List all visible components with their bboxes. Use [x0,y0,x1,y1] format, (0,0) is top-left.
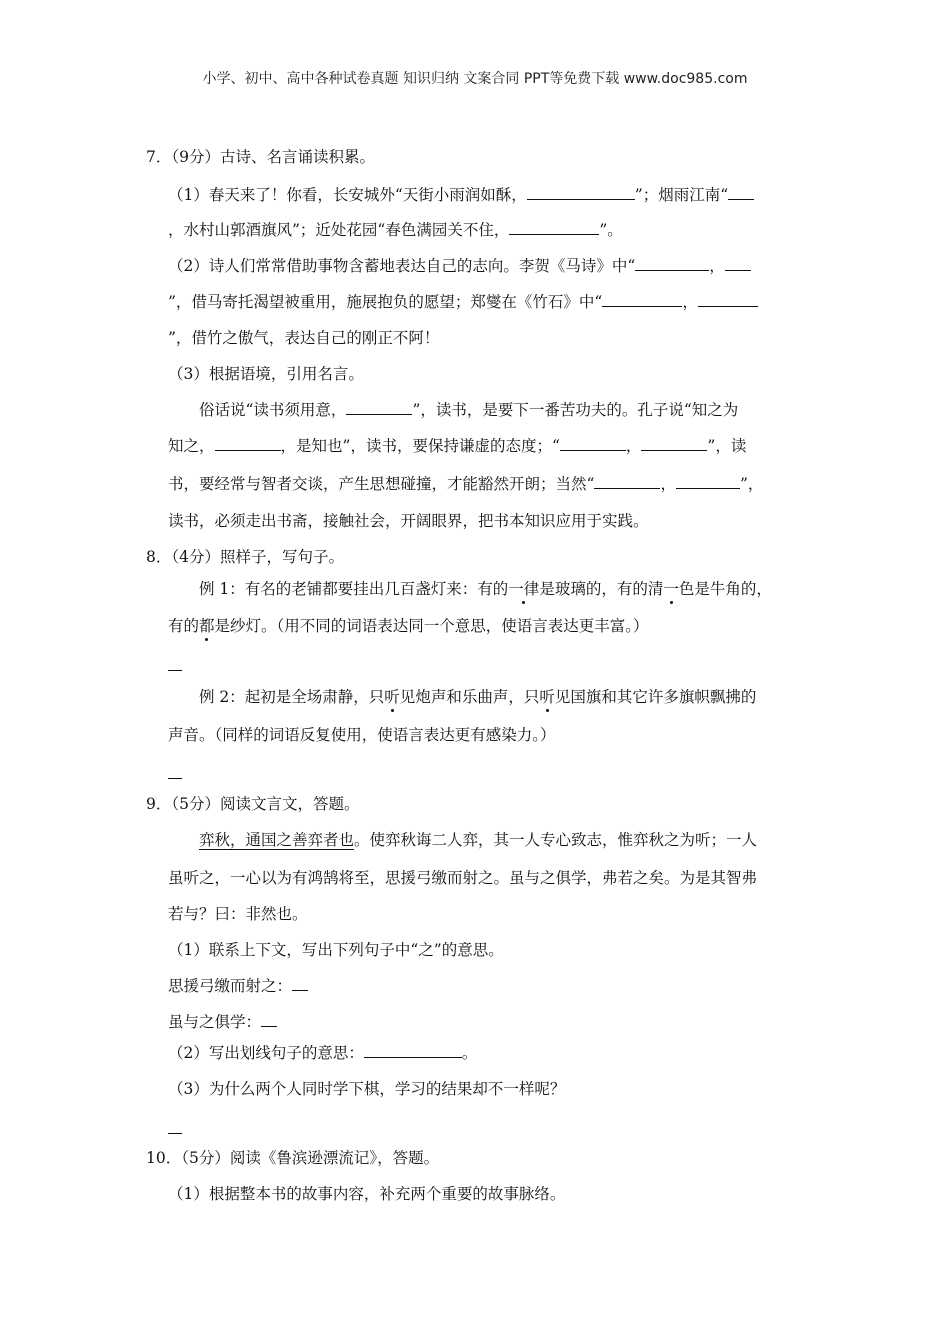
q9-answer-blank[interactable] [168,1119,182,1139]
q7-text: ，水村山郭酒旗风”；近处花园“春色满园关不住， [168,221,510,239]
q8-answer1-blank[interactable] [168,656,182,676]
q7-part2-line1 [168,256,751,276]
q7-text: （2）诗人们常常借助事物含蓄地表达自己的志向。李贺《马诗》中“ [168,257,636,275]
q7-text: ”；烟雨江南“ [634,186,729,204]
answer-blank[interactable] [641,436,707,451]
emphasis-dot-word: 都 [199,617,215,635]
q8-example1-line2 [168,616,649,636]
answer-blank[interactable] [215,436,281,451]
q9-sub2 [168,1043,477,1063]
answer-blank[interactable] [602,292,682,307]
answer-blank[interactable] [728,185,754,200]
q9-text: （2）写出划线句子的意思： [168,1044,364,1062]
q8-example1-line1 [199,579,772,599]
q8-example2-line1 [199,687,756,707]
answer-blank[interactable] [527,185,635,200]
q8-text: 是玻璃的，有的 [539,580,648,598]
q7-text: ”。 [599,221,623,239]
q7-text: ”，读书，是要下一番苦功夫的。孔子说“知之为 [412,401,739,419]
q7-text: ， [625,437,642,455]
q7-text: 俗话说“读书须用意， [199,401,347,419]
q7-text: ， [682,293,698,311]
q8-text: 例 2：起初是全场肃静， [199,688,369,706]
q9-text: 。 [461,1044,478,1062]
q7-text: ， [660,475,676,493]
q7-title: 7．（9分）古诗、名言诵读积累。 [146,148,375,166]
underlined-sentence: 弈秋，通国之善弈者也 [199,831,355,849]
answer-blank[interactable] [560,436,626,451]
q7-part3-line2 [168,436,746,456]
q9-title: 9．（5分）阅读文言文，答题。 [146,795,360,813]
q8-text: 炮声和乐曲声， [415,688,524,706]
q7-part1-line2 [168,220,623,240]
q7-text: 书，要经常与智者交谈，产生思想碰撞，才能豁然开朗；当然“ [168,475,595,493]
q9-sub1-item2 [168,1012,277,1032]
q9-text: 思援弓缴而射之： [168,977,293,995]
q9-text-line1 [199,830,757,850]
emphasis-dot-word: 一律 [508,580,540,598]
answer-blank[interactable] [168,1119,182,1134]
q8-example2-line2: 声音。（同样的词语反复使用，使语言表达更有感染力。） [168,726,556,744]
q7-text: 知之， [168,437,215,455]
q7-part3-title: （3）根据语境，引用名言。 [168,365,364,383]
q7-part3-line1 [199,400,738,420]
q7-text: ”，借马寄托渴望被重用，施展抱负的愿望；郑燮在《竹石》中“ [168,293,603,311]
q8-answer2-blank[interactable] [168,764,182,784]
q9-text: 虽与之俱学： [168,1013,262,1031]
q8-text: 有的 [168,617,200,635]
q9-text: 。使弈秋诲二人弈，其一人专心致志，惟弈秋之为听；一人 [354,831,758,849]
q7-text: ，是知也”，读书，要保持谦虚的态度；“ [280,437,560,455]
emphasis-dot-word: 清一色 [647,580,695,598]
answer-blank[interactable] [292,976,308,991]
q8-text: 是牛角的， [694,580,772,598]
answer-blank[interactable] [698,292,758,307]
q9-text-line2: 虽听之，一心以为有鸿鹄将至，思援弓缴而射之。虽与之俱学，弗若之矣。为是其智弗 [168,869,758,887]
answer-blank[interactable] [346,400,412,415]
q7-part2-line2 [168,292,758,312]
q7-part2-line3: ”，借竹之傲气，表达自己的刚正不阿！ [168,329,440,347]
answer-blank[interactable] [509,220,599,235]
q8-text: 例 1：有名的老铺都要挂出几百盏灯来：有的 [199,580,509,598]
q7-text: ”，读 [707,437,747,455]
answer-blank[interactable] [261,1012,277,1027]
q10-sub1: （1）根据整本书的故事内容，补充两个重要的故事脉络。 [168,1185,566,1203]
page-header: 小学、初中、高中各种试卷真题 知识归纳 文案合同 PPT等免费下载 www.doc985.com [202,71,748,87]
answer-blank[interactable] [168,656,182,671]
q7-part1-line1 [168,185,754,205]
answer-blank[interactable] [635,256,709,271]
q7-text: ”， [739,475,764,493]
q7-part3-line3 [168,474,763,494]
emphasis-dot-word: 只听见 [523,688,571,706]
q9-sub1-title: （1）联系上下文，写出下列句子中“之”的意思。 [168,941,504,959]
q10-title: 10．（5分）阅读《鲁滨逊漂流记》，答题。 [146,1149,440,1167]
answer-blank[interactable] [168,764,182,779]
q7-text: ， [709,257,725,275]
answer-blank[interactable] [594,474,660,489]
answer-blank[interactable] [725,256,751,271]
q9-sub1-item1 [168,976,308,996]
answer-blank[interactable] [364,1043,462,1058]
q8-text: 是纱灯。（用不同的词语表达同一个意思，使语言表达更丰富。） [214,617,649,635]
q8-text: 国旗和其它许多旗帜飘拂的 [570,688,757,706]
q7-text: （1）春天来了！你看，长安城外“天街小雨润如酥， [168,186,527,204]
q9-sub3: （3）为什么两个人同时学下棋，学习的结果却不一样呢？ [168,1080,566,1098]
q8-title: 8．（4分）照样子，写句子。 [146,548,344,566]
emphasis-dot-word: 只听见 [368,688,416,706]
q9-text-line3: 若与？曰：非然也。 [168,905,308,923]
answer-blank[interactable] [676,474,740,489]
q7-part3-line4: 读书，必须走出书斋，接触社会，开阔眼界，把书本知识应用于实践。 [168,512,649,530]
